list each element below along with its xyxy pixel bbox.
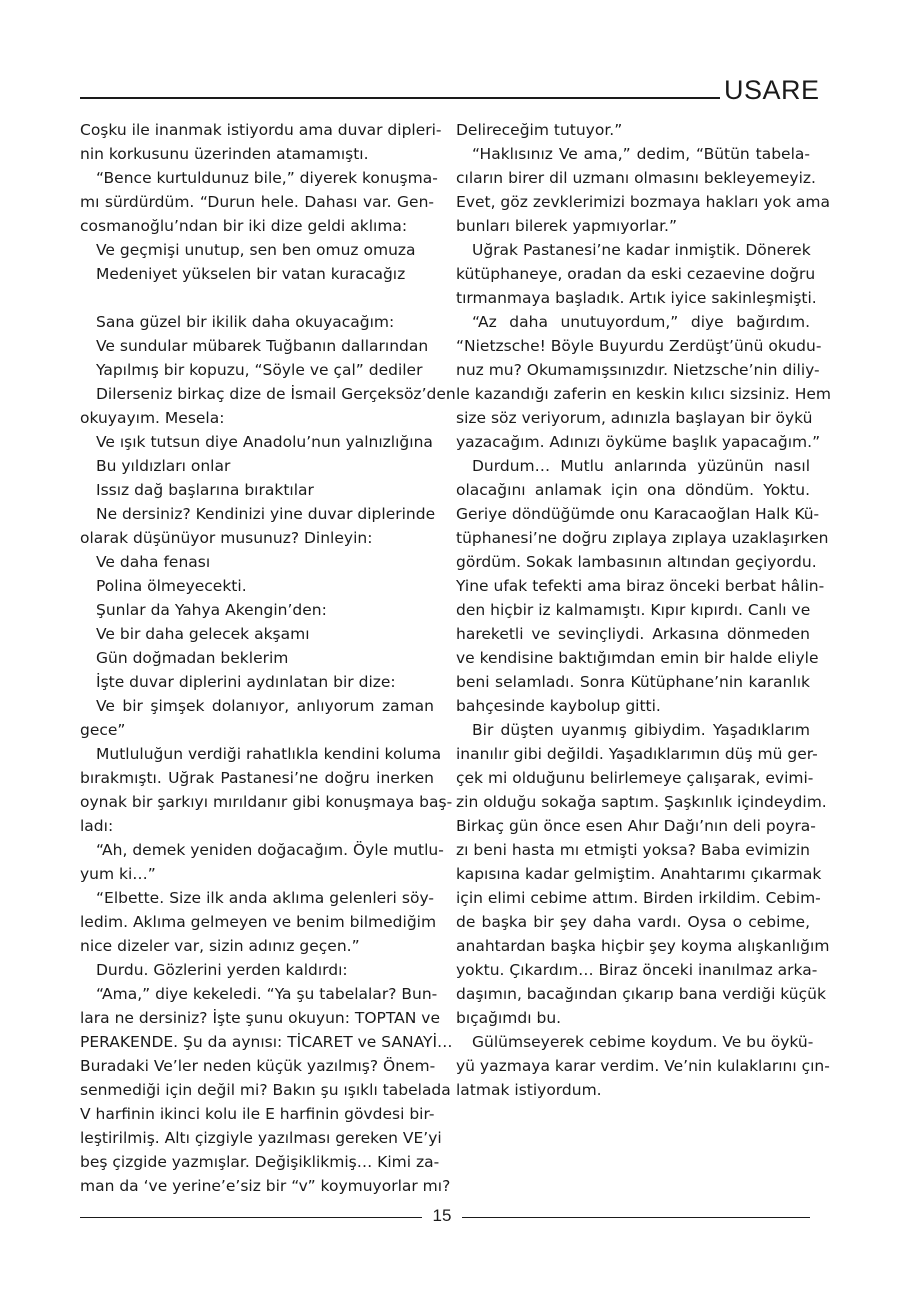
text-line: size söz veriyorum, adınızla başlayan bir öykü — [456, 409, 813, 427]
text-line: gördüm. Sokak lambasının altından geçiyordu. — [456, 553, 817, 571]
text-line: daşımın, bacağından çıkarıp bana verdiği küçük — [456, 985, 826, 1003]
text-line: nice dizeler var, sizin adınız geçen.” — [80, 937, 360, 955]
text-line: yü yazmaya karar verdim. Ve’nin kulaklarını çın- — [456, 1057, 830, 1075]
text-line: olacağını anlamak için ona döndüm. Yoktu. — [456, 481, 810, 499]
text-line: Gülümseyerek cebime koydum. Ve bu öykü- — [472, 1033, 814, 1051]
text-line: bahçesinde kaybolup gitti. — [456, 697, 661, 715]
text-line: “Haklısınız Ve ama,” dedim, “Bütün tabela- — [472, 145, 810, 163]
verse-line: Ve sundular mübarek Tuğbanın dallarından — [96, 337, 429, 355]
text-line: beş çizgide yazmışlar. Değişiklikmiş… Kimi za- — [80, 1153, 440, 1171]
right-column — [456, 118, 832, 1102]
verse-line: Medeniyet yükselen bir vatan kuracağız — [96, 265, 406, 283]
text-line: de başka bir şey daha vardı. Oysa o cebime, — [456, 913, 810, 931]
text-line: V harfinin ikinci kolu ile E harfinin gövdesi bir- — [80, 1105, 435, 1123]
text-line: Coşku ile inanmak istiyordu ama duvar dipleri- — [80, 121, 442, 139]
verse-line: Ve geçmişi unutup, sen ben omuz omuza — [96, 241, 416, 259]
text-line: yoktu. Çıkardım… Biraz önceki inanılmaz arka- — [456, 961, 818, 979]
text-line: kapısına kadar gelmiştim. Anahtarımı çıkarmak — [456, 865, 822, 883]
blank-line — [80, 286, 434, 310]
text-line: zı beni hasta mı etmişti yoksa? Baba evimizin — [456, 841, 810, 859]
text-line: zin olduğu sokağa saptım. Şaşkınlık içindeydim. — [456, 793, 827, 811]
text-line: Yine ufak tefekti ama biraz önceki berbat hâlin- — [456, 577, 825, 595]
text-line: “Ama,” diye kekeledi. “Ya şu tabelalar? Bun- — [96, 985, 438, 1003]
text-line: Mutluluğun verdiği rahatlıkla kendini koluma — [96, 745, 442, 763]
text-line: olarak düşünüyor musunuz? Dinleyin: — [80, 529, 373, 547]
text-line: inanılır gibi değildi. Yaşadıklarımın düş mü ger- — [456, 745, 818, 763]
page-number: 15 — [432, 1206, 452, 1225]
footer-rule-left — [80, 1217, 422, 1218]
text-line: bırakmıştı. Uğrak Pastanesi’ne doğru inerken — [80, 769, 434, 787]
text-line: Uğrak Pastanesi’ne kadar inmiştik. Dönerek — [472, 241, 811, 259]
text-line: için elimi cebime attım. Birden irkildim. Cebim- — [456, 889, 821, 907]
text-line: Delireceğim tutuyor.” — [456, 121, 623, 139]
text-line: Durdum… Mutlu anlarında yüzünün nasıl — [472, 457, 810, 475]
text-line: PERAKENDE. Şu da aynısı: TİCARET ve SANAYİ… — [80, 1033, 453, 1051]
text-line: kütüphaneye, oradan da eski cezaevine doğru — [456, 265, 816, 283]
header-rule — [80, 97, 720, 99]
text-line: hareketli ve sevinçliydi. Arkasına dönmeden — [456, 625, 810, 643]
text-line: yazacağım. Adınızı öyküme başlık yapacağım.” — [456, 433, 821, 451]
text-line: “Elbette. Size ilk anda aklıma gelenleri söy- — [96, 889, 434, 907]
footer-rule-right — [462, 1217, 810, 1218]
text-line: tırmanmaya başladık. Artık iyice sakinleşmişti. — [456, 289, 817, 307]
left-column — [80, 118, 456, 1198]
text-line: Birkaç gün önce esen Ahır Dağı’nın deli poyra- — [456, 817, 816, 835]
text-line: İşte duvar diplerini aydınlatan bir dize: — [96, 673, 396, 691]
text-line: beni selamladı. Sonra Kütüphane’nin karanlık — [456, 673, 810, 691]
text-line: bıçağımdı bu. — [456, 1009, 562, 1027]
text-line: okuyayım. Mesela: — [80, 409, 225, 427]
text-line: ve kendisine baktığımdan emin bir halde eliyle — [456, 649, 819, 667]
text-line: ledim. Aklıma gelmeyen ve benim bilmediğim — [80, 913, 437, 931]
text-line: Evet, göz zevklerimizi bozmaya hakları yok ama — [456, 193, 830, 211]
text-line: “Ah, demek yeniden doğacağım. Öyle mutlu- — [96, 841, 444, 859]
verse-line: Ve ışık tutsun diye Anadolu’nun yalnızlığına — [96, 433, 433, 451]
text-line: Sana güzel bir ikilik daha okuyacağım: — [96, 313, 395, 331]
text-line: Şunlar da Yahya Akengin’den: — [96, 601, 327, 619]
text-line: çek mi olduğunu belirlemeye çalışarak, evimi- — [456, 769, 814, 787]
text-line: tüphanesi’ne doğru zıplaya zıplaya uzaklaşırken — [456, 529, 829, 547]
text-line: den hiçbir iz kalmamıştı. Kıpır kıpırdı. Canlı ve — [456, 601, 811, 619]
verse-line: Ve daha fenası — [96, 553, 211, 571]
text-line: oynak bir şarkıyı mırıldanır gibi konuşmaya baş- — [80, 793, 453, 811]
text-line: man da ‘ve yerine’e’siz bir “v” koymuyorlar mı? — [80, 1177, 451, 1195]
magazine-brand: USARE — [724, 75, 820, 105]
verse-line: Gün doğmadan beklerim — [96, 649, 289, 667]
verse-line: gece” — [80, 721, 126, 739]
verse-line: Yapılmış bir kopuzu, “Söyle ve çal” dediler — [96, 361, 423, 379]
verse-line: Issız dağ başlarına bıraktılar — [96, 481, 314, 499]
text-line: Dilerseniz birkaç dize de İsmail Gerçeksöz’den — [96, 385, 456, 403]
text-line: Bir düşten uyanmış gibiydim. Yaşadıklarım — [472, 721, 810, 739]
text-line: “Nietzsche! Böyle Buyurdu Zerdüşt’ünü okudu- — [456, 337, 822, 355]
text-line: anahtardan başka hiçbir şey koyma alışkanlığım — [456, 937, 830, 955]
text-line: nin korkusunu üzerinden atamamıştı. — [80, 145, 369, 163]
text-line: Ne dersiniz? Kendinizi yine duvar diplerinde — [96, 505, 436, 523]
text-line: senmediği için değil mi? Bakın şu ışıklı tabelada — [80, 1081, 451, 1099]
text-line: “Az daha unutuyordum,” diye bağırdım. — [472, 313, 810, 331]
verse-line: Bu yıldızları onlar — [96, 457, 231, 475]
text-line: ladı: — [80, 817, 114, 835]
text-line: cosmanoğlu’ndan bir iki dize geldi aklıma: — [80, 217, 408, 235]
text-line: bunları bilerek yapmıyorlar.” — [456, 217, 678, 235]
text-line: “Bence kurtuldunuz bile,” diyerek konuşma- — [96, 169, 438, 187]
verse-line: Ve bir şimşek dolanıyor, anlıyorum zaman — [96, 697, 434, 715]
text-line: nuz mu? Okumamışsınızdır. Nietzsche’nin diliy- — [456, 361, 820, 379]
text-line: Durdu. Gözlerini yerden kaldırdı: — [96, 961, 348, 979]
text-line: mı sürdürdüm. “Durun hele. Dahası var. Gen- — [80, 193, 434, 211]
text-line: Buradaki Ve’ler neden küçük yazılmış? Önem- — [80, 1057, 436, 1075]
text-line: Geriye döndüğümde onu Karacaoğlan Halk Kü- — [456, 505, 820, 523]
verse-line: Polina ölmeyecekti. — [96, 577, 247, 595]
text-line: cıların birer dil uzmanı olmasını bekleyemeyiz. — [456, 169, 816, 187]
text-line: leştirilmiş. Altı çizgiyle yazılması gereken VE’yi — [80, 1129, 442, 1147]
text-line: le kazandığı zaferin en keskin kılıcı sizsiniz. Hem — [456, 385, 832, 403]
text-line: lara ne dersiniz? İşte şunu okuyun: TOPTAN ve — [80, 1009, 440, 1027]
verse-line: Ve bir daha gelecek akşamı — [96, 625, 310, 643]
text-line: latmak istiyordum. — [456, 1081, 602, 1099]
text-line: yum ki…” — [80, 865, 156, 883]
